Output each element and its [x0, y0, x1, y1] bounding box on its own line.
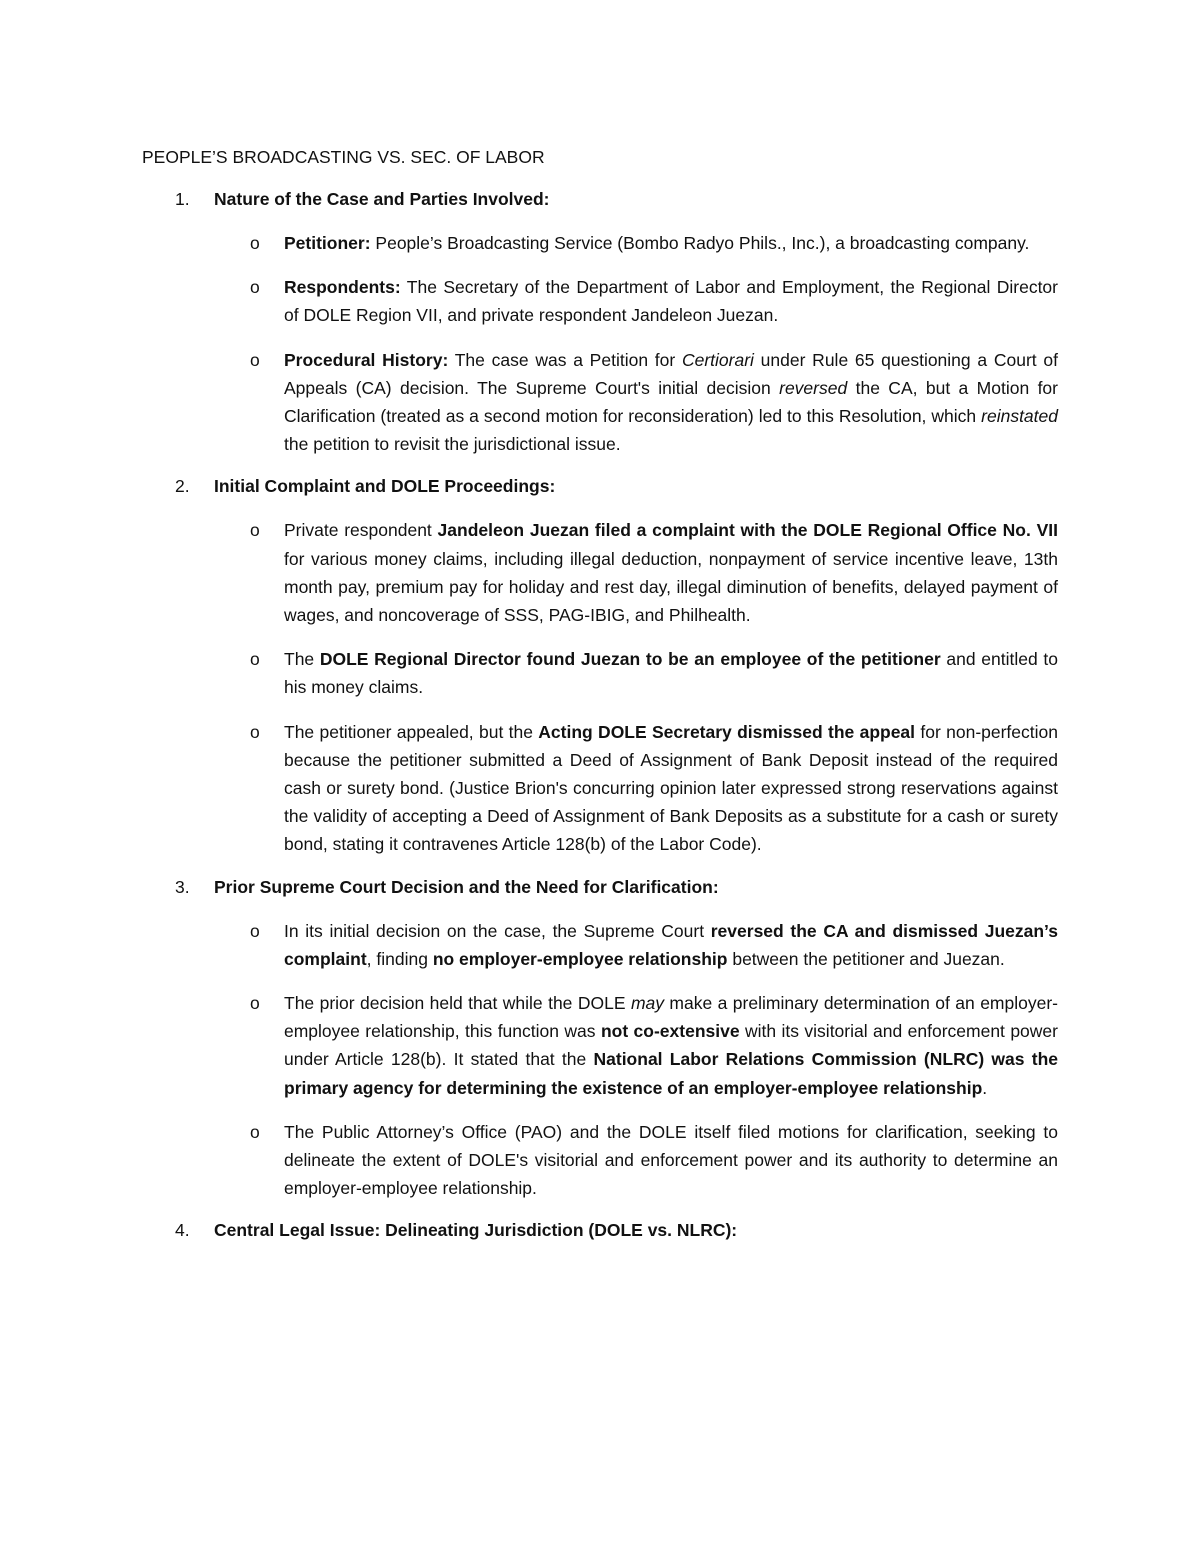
bullet-icon: o	[250, 721, 260, 742]
bullet-icon: o	[250, 1121, 260, 1142]
bold-text: Jandeleon Juezan filed a complaint with the DOLE Regional Office No. VII	[437, 520, 1058, 541]
italic-text: may	[630, 993, 664, 1014]
text-run: and entitled to his money claims.	[284, 649, 1058, 698]
section-title: Central Legal Issue: Delineating Jurisdiction (DOLE vs. NLRC):	[214, 1220, 738, 1241]
text-run: Private respondent	[284, 520, 438, 541]
section-title: Initial Complaint and DOLE Proceedings:	[214, 476, 556, 497]
section-number: 2.	[175, 476, 190, 497]
text-run: for various money claims, including illegal deduction, nonpayment of service incentive leave, 13th month pay, premium pay for holiday and rest day, illegal diminution of benefits, delayed payment of wages, and noncoverage of SSS, PAG-IBIG, and Philhealth.	[284, 548, 1058, 626]
text-run: The Secretary of the Department of Labor and Employment, the Regional Director of DOLE Region VII, and private respondent Jandeleon Juezan.	[284, 277, 1058, 326]
bold-text: not co-extensive	[600, 1021, 740, 1042]
bullet-icon: o	[250, 993, 260, 1014]
bold-text: no employer-employee relationship	[432, 948, 728, 969]
bold-text: DOLE Regional Director found Juezan to be an employee of the petitioner	[319, 649, 941, 670]
bullet-text	[284, 516, 1058, 629]
list-item	[142, 229, 1058, 257]
bullet-icon: o	[250, 920, 260, 941]
bullet-icon: o	[250, 649, 260, 670]
bold-label: Petitioner:	[284, 233, 371, 253]
list-item	[142, 917, 1058, 973]
text-run: the petition to revisit the jurisdictional issue.	[284, 434, 621, 455]
section-1-heading	[142, 187, 1058, 211]
bullet-text	[284, 1118, 1058, 1203]
bullet-icon: o	[250, 349, 260, 370]
text-run: , finding	[366, 948, 433, 969]
bold-text: reversed the CA and dismissed Juezan’s complaint	[284, 920, 1058, 969]
italic-text: reversed	[779, 377, 848, 398]
bullet-text	[284, 229, 1058, 257]
bullet-icon: o	[250, 277, 260, 298]
text-run: The Public Attorney’s Office (PAO) and the DOLE itself filed motions for clarification, seeking to delineate the extent of DOLE's visitorial and enforcement power and its authority to determine an employer-employee relationship.	[284, 1121, 1058, 1199]
section-title: Nature of the Case and Parties Involved:	[214, 189, 550, 209]
section-title: Prior Supreme Court Decision and the Need for Clarification:	[214, 876, 719, 897]
list-item	[142, 346, 1058, 459]
text-run: The case was a Petition for	[448, 349, 682, 370]
text-run: The	[284, 649, 320, 670]
list-item	[142, 645, 1058, 701]
list-item	[142, 516, 1058, 629]
bullet-text	[284, 346, 1058, 459]
bullet-text	[284, 273, 1058, 329]
bold-label: Respondents:	[284, 277, 401, 298]
section-3-heading	[142, 875, 1058, 899]
bullet-text	[284, 917, 1058, 973]
text-run: make a preliminary determination of an employer-employee relationship, this function was	[284, 993, 1058, 1042]
italic-text: reinstated	[981, 406, 1058, 427]
text-run: In its initial decision on the case, the Supreme Court	[284, 920, 711, 941]
text-run: the CA, but a Motion for Clarification (treated as a second motion for reconsideration) led to this Resolution, which	[284, 377, 1058, 427]
section-number: 4.	[175, 1220, 190, 1241]
list-item	[142, 1118, 1058, 1203]
text-run: People’s Broadcasting Service (Bombo Radyo Phils., Inc.), a broadcasting company.	[370, 233, 1030, 253]
bullet-text	[284, 989, 1058, 1102]
bullet-icon: o	[250, 520, 260, 541]
section-number: 3.	[175, 876, 190, 897]
list-item	[142, 989, 1058, 1102]
italic-text: Certiorari	[681, 349, 754, 370]
text-run: The prior decision held that while the DOLE	[284, 993, 631, 1014]
list-item	[142, 273, 1058, 329]
text-run: .	[982, 1077, 988, 1098]
document-title: PEOPLE’S BROADCASTING VS. SEC. OF LABOR	[142, 147, 545, 167]
section-number: 1.	[175, 189, 190, 209]
bold-text: National Labor Relations Commission (NLRC) was the primary agency for determining the existence of an employer-employee relationship	[284, 1049, 1058, 1098]
section-2-heading	[142, 474, 1058, 498]
text-run: with its visitorial and enforcement power under Article 128(b). It stated that the	[284, 1021, 1058, 1070]
bullet-icon: o	[250, 233, 260, 253]
text-run: between the petitioner and Juezan.	[727, 948, 1005, 969]
bullet-text	[284, 718, 1058, 859]
text-run: for non-perfection because the petitioner submitted a Deed of Assignment of Bank Deposit instead of the required cash or surety bond. (Justice Brion's concurring opinion later expressed strong reservations against the validity of accepting a Deed of Assignment of Bank Deposits as a substitute for a cash or surety bond, stating it contravenes Article 128(b) of the Labor Code).	[284, 721, 1058, 855]
list-item	[142, 718, 1058, 859]
text-run: The petitioner appealed, but the	[284, 721, 539, 742]
section-4-heading	[142, 1218, 1058, 1242]
text-run: under Rule 65 questioning a Court of Appeals (CA) decision. The Supreme Court's initial decision	[284, 349, 1058, 398]
bullet-text	[284, 645, 1058, 701]
bold-text: Acting DOLE Secretary dismissed the appeal	[538, 721, 916, 742]
bold-label: Procedural History:	[284, 349, 449, 370]
